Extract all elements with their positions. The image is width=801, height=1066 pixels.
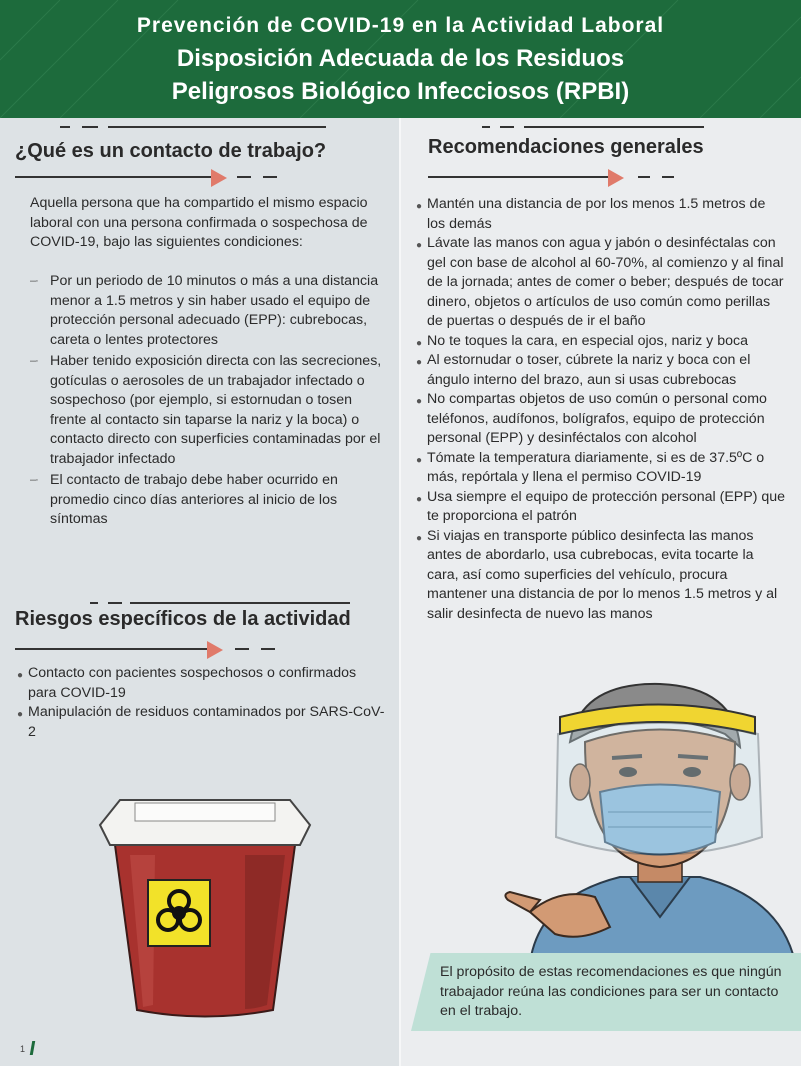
list-item — [30, 471, 390, 530]
list-item — [17, 664, 387, 703]
header-title-line-3: Peligrosos Biológico Infecciosos (RPBI) — [171, 78, 630, 105]
arrow-marker-icon — [608, 169, 624, 187]
heading-top-rule — [60, 122, 330, 132]
list-item-text: Haber tenido exposición directa con las secreciones, gotículas o aerosoles de un trabajador infectado o sospechoso (por ejemplo, si estornudan o tosen frente al contacto sin taparse la nariz y la boca) o contacto directo con superficies contaminadas por el trabajador infectado — [50, 353, 382, 467]
dash-bullet-icon: –· — [30, 355, 38, 367]
heading-bottom-rule — [428, 168, 678, 190]
bullet-icon: ● — [416, 240, 423, 251]
header-title-line-1: Prevención de COVID-19 en la Actividad Laboral — [136, 14, 665, 37]
bullet-icon: ● — [416, 454, 423, 466]
header-banner — [0, 0, 801, 118]
bullet-icon: ● — [416, 493, 423, 505]
list-item — [416, 449, 786, 488]
list-item-text: Manipulación de residuos contaminados por SARS-CoV-2 — [28, 704, 385, 740]
contact-intro-text: Aquella persona que ha compartido el mismo espacio laboral con una persona confirmada o sospechosa de COVID-19, bajo las siguientes condiciones: — [30, 195, 368, 250]
recommendations-heading: Recomendaciones generales — [428, 136, 704, 158]
list-item — [416, 390, 786, 449]
contact-conditions-list — [30, 272, 390, 532]
risks-heading: Riesgos específicos de la actividad — [15, 608, 351, 630]
bullet-icon: ● — [17, 670, 24, 681]
list-item — [17, 703, 387, 742]
list-item — [416, 234, 786, 332]
list-item-text: Contacto con pacientes sospechosos o confirmados para COVID-19 — [28, 665, 357, 701]
risks-list — [17, 664, 387, 742]
bullet-icon: ● — [17, 709, 24, 720]
list-item — [416, 488, 786, 527]
list-item-text: No te toques la cara, en especial ojos, nariz y boca — [427, 332, 748, 349]
list-item-text: Usa siempre el equipo de protección personal (EPP) que te proporciona el patrón — [427, 488, 786, 524]
dash-bullet-icon: –· — [30, 275, 38, 287]
dash-bullet-icon: –· — [30, 474, 38, 486]
heading-top-rule — [90, 598, 360, 608]
bullet-icon: ● — [416, 357, 423, 368]
contact-heading: ¿Qué es un contacto de trabajo? — [15, 140, 327, 162]
page-number: 1 — [20, 1044, 26, 1054]
heading-bottom-rule — [15, 640, 285, 662]
column-divider — [399, 118, 401, 1066]
arrow-marker-icon — [211, 169, 227, 187]
callout-text: El propósito de estas recomendaciones es que ningún trabajador reúna las condiciones para ser un contacto en el trabajo. — [440, 964, 782, 1019]
biohazard-container-icon — [95, 795, 315, 1025]
bullet-icon: ● — [416, 201, 423, 212]
list-item — [416, 195, 786, 234]
list-item-text: El contacto de trabajo debe haber ocurrido en promedio cinco días anteriores al inicio de los síntomas — [50, 472, 338, 527]
list-item — [416, 527, 786, 625]
arrow-marker-icon — [207, 641, 223, 659]
worker-with-face-shield-icon — [500, 672, 800, 962]
list-item-text: Mantén una distancia de por los menos 1.5 metros de los demás — [427, 196, 766, 232]
list-item — [416, 332, 786, 352]
list-item — [416, 351, 786, 390]
bullet-icon: ● — [416, 396, 423, 407]
heading-bottom-rule — [15, 168, 285, 190]
list-item-text: Al estornudar o toser, cúbrete la nariz y boca con el ángulo interno del brazo, aun si usas cubrebocas — [427, 352, 751, 388]
list-item — [30, 352, 390, 469]
list-item — [30, 272, 390, 350]
list-item-text: Si viajas en transporte público desinfecta las manos antes de abordarlo, usa cubrebocas, evita tocarte la cara, así como superficies del vehículo, procura mantener una distancia de por lo menos 1.5 metros y al salir desinfecta de nuevo las manos — [427, 527, 778, 622]
recommendations-list — [416, 195, 786, 624]
list-item-text: Por un periodo de 10 minutos o más a una distancia menor a 1.5 metros y sin haber usado el equipo de protección personal adecuado (EPP): cubrebocas, careta o lentes protectores — [50, 273, 379, 348]
header-title-line-2: Disposición Adecuada de los Residuos — [176, 45, 625, 72]
heading-top-rule — [482, 122, 712, 132]
list-item-text: Lávate las manos con agua y jabón o desinféctalas con gel con base de alcohol al 60-70%, al comienzo y al final de la jornada; antes de comer o beber; después de tocar dinero, objetos o artículos de uso común como perillas de puertas o después de ir el baño — [427, 235, 784, 329]
bullet-icon: ● — [416, 337, 423, 349]
list-item-text: Tómate la temperatura diariamente, si es de 37.5ºC o más, repórtala y llena el permiso COVID-19 — [427, 449, 765, 485]
bullet-icon: ● — [416, 532, 423, 544]
list-item-text: No compartas objetos de uso común o personal como teléfonos, audífonos, bolígrafos, equipo de protección personal (EPP) y desinféctalos con alcohol — [427, 391, 767, 446]
